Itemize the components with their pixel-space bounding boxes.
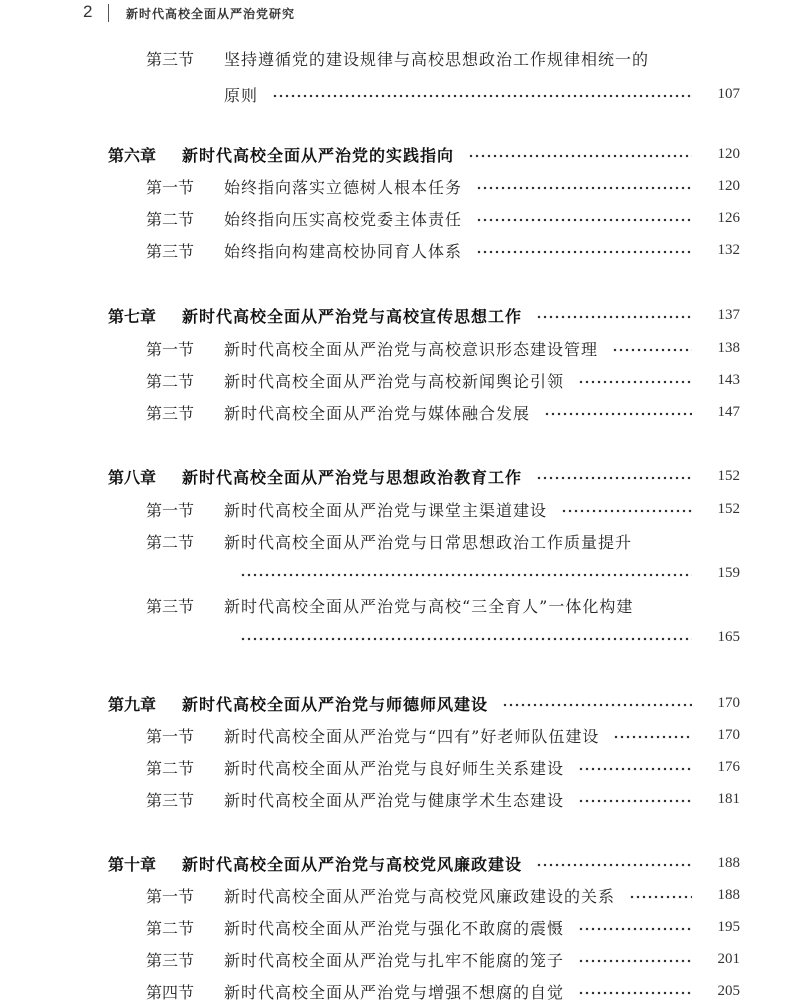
section-label: 第三节 [146, 790, 195, 810]
section-entry [0, 204, 740, 232]
dot-leader [476, 172, 692, 200]
dot-leader [536, 849, 692, 877]
page-ref: 181 [717, 790, 740, 807]
section-label: 第二节 [146, 532, 195, 552]
dot-leader [613, 721, 692, 749]
page-ref: 147 [717, 403, 740, 420]
dot-leader [468, 140, 692, 168]
page-ref: 201 [717, 950, 740, 967]
dot-leader [578, 977, 692, 1005]
section-title: 新时代高校全面从严治党与高校党风廉政建设的关系 [224, 886, 616, 906]
page-ref: 195 [717, 918, 740, 935]
section-label: 第三节 [146, 950, 195, 970]
section-title: 新时代高校全面从严治党与高校新闻舆论引领 [224, 371, 565, 391]
section-title: 新时代高校全面从严治党与强化不敢腐的震慑 [224, 918, 565, 938]
page-number: 2 [83, 2, 93, 21]
section-title: 新时代高校全面从严治党与高校意识形态建设管理 [224, 339, 599, 359]
dot-leader [578, 945, 692, 973]
section-entry [0, 881, 740, 909]
header-divider [108, 4, 109, 22]
page-ref: 152 [717, 467, 740, 484]
section-entry [0, 366, 740, 394]
section-label: 第四节 [146, 982, 195, 1002]
chapter-entry [0, 301, 740, 329]
page-ref: 120 [717, 145, 740, 162]
section-entry [0, 785, 740, 813]
section-label: 第三节 [146, 241, 195, 261]
section-entry [0, 236, 740, 264]
entry-continuation [240, 623, 740, 651]
dot-leader [629, 881, 692, 909]
chapter-title: 新时代高校全面从严治党与思想政治教育工作 [182, 467, 523, 487]
chapter-entry [0, 462, 740, 490]
dot-leader [502, 689, 692, 717]
chapter-label: 第九章 [108, 694, 157, 714]
section-label: 第三节 [146, 403, 195, 423]
section-entry [0, 527, 800, 555]
section-title: 坚持遵循党的建设规律与高校思想政治工作规律相统一的 [224, 49, 650, 69]
page-ref: 126 [717, 209, 740, 226]
chapter-title: 新时代高校全面从严治党的实践指向 [182, 145, 455, 165]
section-label: 第一节 [146, 177, 195, 197]
page-ref: 152 [717, 500, 740, 517]
section-title: 新时代高校全面从严治党与媒体融合发展 [224, 403, 531, 423]
section-entry [0, 591, 800, 619]
running-title: 新时代高校全面从严治党研究 [126, 7, 296, 21]
chapter-label: 第八章 [108, 467, 157, 487]
section-label: 第二节 [146, 758, 195, 778]
section-title: 新时代高校全面从严治党与日常思想政治工作质量提升 [224, 532, 633, 552]
section-label: 第一节 [146, 726, 195, 746]
page-ref: 188 [717, 854, 740, 871]
chapter-title: 新时代高校全面从严治党与高校党风廉政建设 [182, 854, 523, 874]
page-ref: 132 [717, 241, 740, 258]
section-label: 第三节 [146, 49, 195, 69]
dot-leader [536, 301, 692, 329]
dot-leader [578, 913, 692, 941]
section-entry [0, 334, 740, 362]
dot-leader [578, 785, 692, 813]
page-ref: 107 [717, 85, 740, 102]
page-ref: 205 [717, 982, 740, 999]
dot-leader [578, 366, 692, 394]
page-ref: 165 [717, 628, 740, 645]
page-header [0, 0, 800, 30]
dot-leader [561, 495, 692, 523]
page-ref: 188 [717, 886, 740, 903]
dot-leader [544, 398, 692, 426]
section-title: 新时代高校全面从严治党与良好师生关系建设 [224, 758, 565, 778]
section-label: 第二节 [146, 918, 195, 938]
dot-leader [240, 623, 692, 651]
section-entry [0, 398, 740, 426]
section-label: 第三节 [146, 596, 195, 616]
chapter-label: 第十章 [108, 854, 157, 874]
section-title: 新时代高校全面从严治党与高校“三全育人”一体化构建 [224, 596, 634, 616]
section-title: 新时代高校全面从严治党与扎牢不能腐的笼子 [224, 950, 565, 970]
section-title: 新时代高校全面从严治党与“四有”好老师队伍建设 [224, 726, 600, 746]
section-label: 第一节 [146, 339, 195, 359]
page-ref: 143 [717, 371, 740, 388]
chapter-title: 新时代高校全面从严治党与高校宣传思想工作 [182, 306, 523, 326]
dot-leader [536, 462, 692, 490]
dot-leader [272, 80, 692, 108]
section-title: 始终指向压实高校党委主体责任 [224, 209, 463, 229]
dot-leader [578, 753, 692, 781]
section-entry [0, 977, 740, 1005]
section-title: 新时代高校全面从严治党与课堂主渠道建设 [224, 500, 548, 520]
chapter-entry [0, 140, 740, 168]
entry-continuation [224, 80, 740, 108]
section-label: 第一节 [146, 886, 195, 906]
section-entry [0, 44, 800, 72]
section-entry [0, 495, 740, 523]
section-entry [0, 172, 740, 200]
dot-leader [612, 334, 692, 362]
section-entry [0, 753, 740, 781]
section-title: 新时代高校全面从严治党与增强不想腐的自觉 [224, 982, 565, 1002]
dot-leader [476, 204, 692, 232]
page-ref: 120 [717, 177, 740, 194]
section-label: 第二节 [146, 209, 195, 229]
page-ref: 159 [717, 564, 740, 581]
section-label: 第一节 [146, 500, 195, 520]
chapter-title: 新时代高校全面从严治党与师德师风建设 [182, 694, 489, 714]
dot-leader [240, 559, 692, 587]
section-entry [0, 945, 740, 973]
section-title-continued: 原则 [224, 85, 259, 105]
chapter-label: 第七章 [108, 306, 157, 326]
chapter-entry [0, 689, 740, 717]
entry-continuation [240, 559, 740, 587]
section-title: 新时代高校全面从严治党与健康学术生态建设 [224, 790, 565, 810]
page-ref: 170 [717, 694, 740, 711]
section-label: 第二节 [146, 371, 195, 391]
dot-leader [476, 236, 692, 264]
chapter-label: 第六章 [108, 145, 157, 165]
chapter-entry [0, 849, 740, 877]
section-entry [0, 913, 740, 941]
page-ref: 176 [717, 758, 740, 775]
section-entry [0, 721, 740, 749]
section-title: 始终指向落实立德树人根本任务 [224, 177, 463, 197]
page-ref: 138 [717, 339, 740, 356]
page-ref: 170 [717, 726, 740, 743]
page-ref: 137 [717, 306, 740, 323]
section-title: 始终指向构建高校协同育人体系 [224, 241, 463, 261]
